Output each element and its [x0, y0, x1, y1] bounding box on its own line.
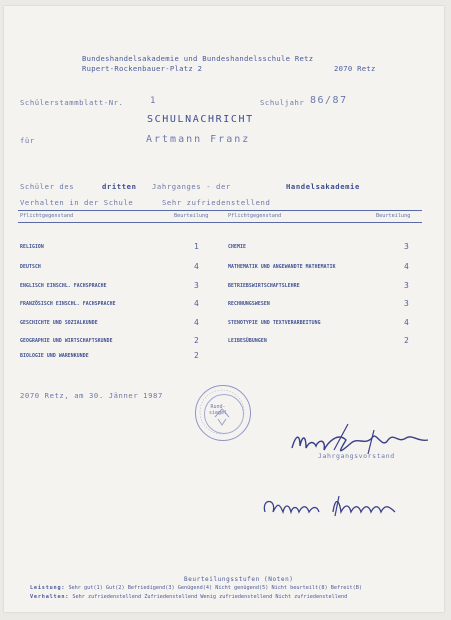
table-header-rule: [18, 222, 422, 223]
right-subject-name: RECHNUNGSWESEN: [228, 302, 270, 307]
right-subject-name: BETRIEBSWIRTSCHAFTSLEHRE: [228, 284, 300, 289]
right-subject-grade: 4: [404, 318, 409, 327]
fuer-label: für: [20, 136, 35, 145]
col-grade-left: Beurteilung: [174, 213, 209, 219]
behaviour-value: Sehr zufriedenstellend: [162, 198, 271, 207]
left-subject-grade: 4: [194, 262, 199, 271]
left-subject-name: FRANZÖSISCH EINSCHL. FACHSPRACHE: [20, 302, 116, 307]
table-top-rule: [18, 210, 422, 211]
stammblatt-value: 1: [150, 96, 157, 106]
class-mid: Jahrganges - der: [152, 182, 231, 191]
left-subject-name: GEOGRAPHIE UND WIRTSCHAFTSKUNDE: [20, 339, 113, 344]
legend-performance-label: Leistung:: [30, 585, 66, 591]
class-jahrgang: dritten: [102, 182, 137, 191]
student-name: Artmann Franz: [146, 134, 251, 145]
document-title: SCHULNACHRICHT: [147, 114, 254, 125]
right-subject-grade: 3: [404, 242, 409, 251]
left-subject-grade: 4: [194, 299, 199, 308]
seal-label: Rund-siegel: [208, 404, 228, 416]
right-subject-grade: 3: [404, 299, 409, 308]
class-school-type: Handelsakademie: [286, 182, 360, 191]
right-subject-name: LEIBESÜBUNGEN: [228, 339, 267, 344]
left-subject-grade: 2: [194, 336, 199, 345]
legend-behaviour-items: Sehr zufriedenstellend Zufriedenstellend Wenig zufriedenstellend Nicht zufriedenstellend: [72, 594, 348, 600]
behaviour-label: Verhalten in der Schule: [20, 198, 134, 207]
right-subject-name: STENOTYPIE UND TEXTVERARBEITUNG: [228, 321, 321, 326]
left-subject-grade: 1: [194, 242, 199, 251]
legend-performance-items: Sehr gut(1) Gut(2) Befriedigend(3) Genügend(4) Nicht genügend(5) Nicht beurteilt(8) Befreit(B): [68, 585, 363, 591]
left-subject-name: GESCHICHTE UND SOZIALKUNDE: [20, 321, 98, 326]
left-subject-name: ENGLISCH EINSCHL. FACHSPRACHE: [20, 284, 107, 289]
legend-row-behaviour: [30, 594, 347, 600]
left-subject-name: BIOLOGIE UND WARENKUNDE: [20, 354, 89, 359]
school-city: 2070 Retz: [334, 64, 376, 73]
date-line: 2070 Retz, am 30. Jänner 1987: [20, 391, 163, 400]
col-subject-left: Pflichtgegenstand: [20, 213, 74, 219]
left-subject-name: RELIGION: [20, 245, 44, 250]
legend-title: Beurteilungsstufen (Noten): [184, 576, 294, 583]
right-subject-grade: 4: [404, 262, 409, 271]
school-address: Rupert-Rockenbauer-Platz 2: [82, 64, 203, 73]
schuljahr-label: Schuljahr: [260, 98, 305, 107]
right-subject-name: MATHEMATIK UND ANGEWANDTE MATHEMATIK: [228, 265, 336, 270]
col-grade-right: Beurteilung: [376, 213, 411, 219]
right-subject-grade: 3: [404, 281, 409, 290]
right-subject-name: CHEMIE: [228, 245, 246, 250]
right-subject-grade: 2: [404, 336, 409, 345]
round-seal-stamp: [195, 385, 251, 441]
schuljahr-value: 86/87: [310, 95, 348, 106]
class-prefix: Schüler des: [20, 182, 75, 191]
report-card-page: [4, 6, 444, 612]
left-subject-grade: 4: [194, 318, 199, 327]
school-name: Bundeshandelsakademie und Bundeshandelsschule Retz: [82, 54, 314, 63]
stammblatt-label: Schülerstammblatt-Nr.: [20, 98, 124, 107]
left-subject-grade: 2: [194, 351, 199, 360]
signature-role: Jahrgangsvorstand: [318, 452, 395, 460]
left-subject-name: DEUTSCH: [20, 265, 41, 270]
left-subject-grade: 3: [194, 281, 199, 290]
student-signature: [259, 492, 409, 522]
col-subject-right: Pflichtgegenstand: [228, 213, 282, 219]
legend-behaviour-label: Verhalten:: [30, 594, 70, 600]
legend-row-performance: [30, 585, 362, 591]
